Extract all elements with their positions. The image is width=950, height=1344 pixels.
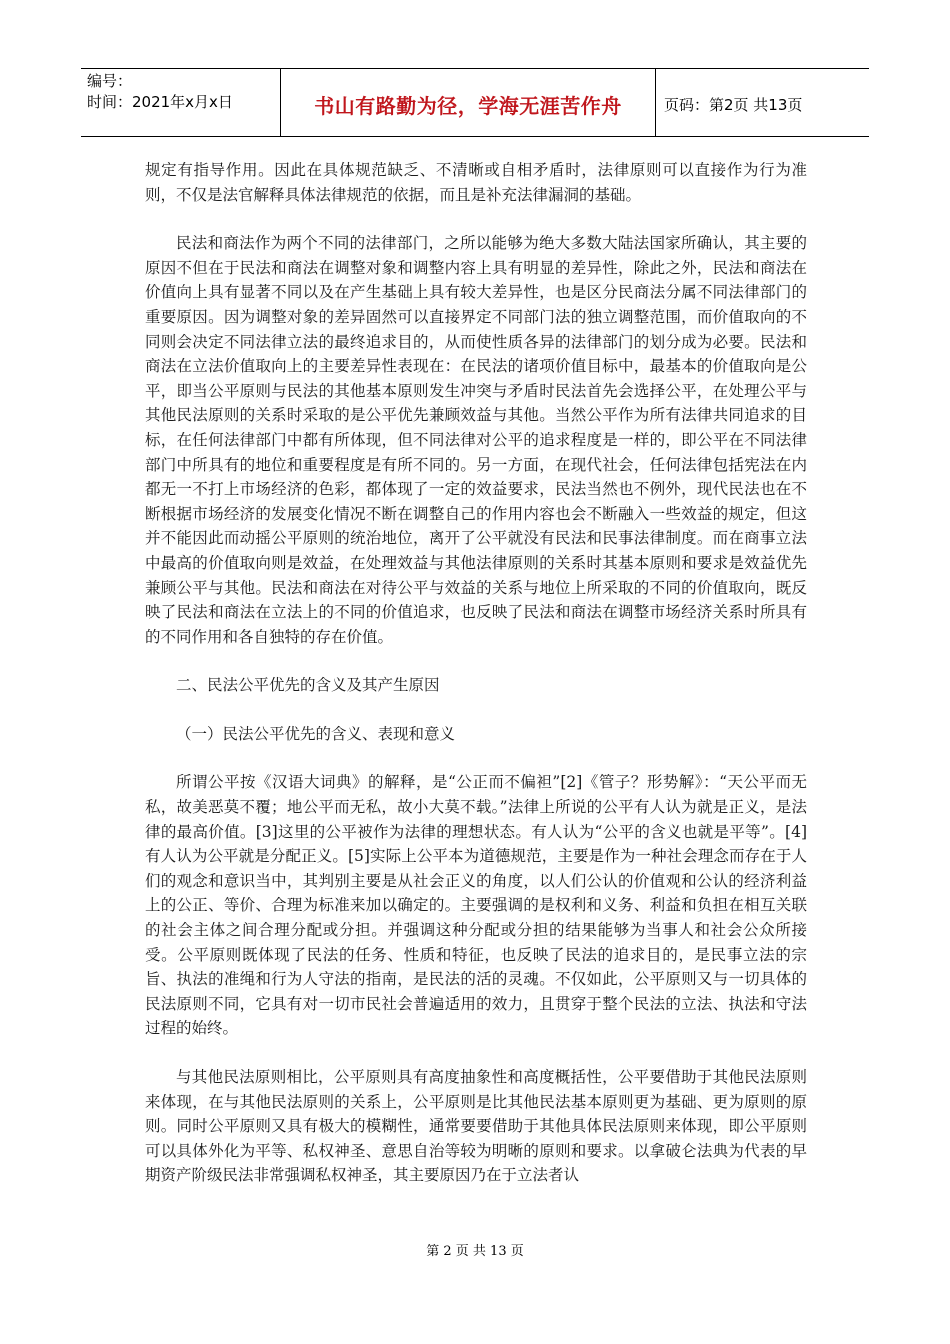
header-meta-cell [81, 69, 281, 136]
document-number-label: 编号： [87, 72, 133, 90]
header-page-info: 页码：第2页 共13页 [664, 96, 803, 114]
document-date-label: 时间：2021年x月x日 [87, 93, 233, 111]
body-paragraph: 规定有指导作用。因此在具体规范缺乏、不清晰或自相矛盾时，法律原则可以直接作为行为准则，不仅是法官解释具体法律规范的依据，而且是补充法律漏洞的基础。 [145, 161, 807, 204]
page-footer [0, 1240, 950, 1259]
header-page-cell [656, 69, 869, 136]
body-paragraph: 民法和商法作为两个不同的法律部门，之所以能够为绝大多数大陆法国家所确认，其主要的原因不但在于民法和商法在调整对象和调整内容上具有明显的差异性，除此之外，民法和商法在价值向上具有显著不同以及在产生基础上具有较大差异性，也是区分民商法分属不同法律部门的重要原因。因为调整对象的差异固然可以直接界定不同部门法的独立调整范围，而价值取向的不同则会决定不同法律立法的最终追求目的，从而使性质各异的法律部门的划分成为必要。民法和商法在立法价值取向上的主要差异性表现在：在民法的诸项价值目标中，最基本的价值取向是公平，即当公平原则与民法的其他基本原则发生冲突与矛盾时民法首先会选择公平，在处理公平与其他民法原则的关系时采取的是公平优先兼顾效益与其他。当然公平作为所有法律共同追求的目标，在任何法律部门中都有所体现，但不同法律对公平的追求程度是一样的，即公平在不同法律部门中所具有的地位和重要程度是有所不同的。另一方面，在现代社会，任何法律包括宪法在内都无一不打上市场经济的色彩，都体现了一定的效益要求，民法当然也不例外，现代民法也在不断根据市场经济的发展变化情况不断在调整自己的作用内容也会不断融入一些效益的规定，但这并不能因此而动摇公平原则的统治地位，离开了公平就没有民法和民事法律制度。而在商事立法中最高的价值取向则是效益，在处理效益与其他法律原则的关系时其基本原则和要求是效益优先兼顾公平与其他。民法和商法在对待公平与效益的关系与地位上所采取的不同的价值取向，既反映了民法和商法在立法上的不同的价值追求，也反映了民法和商法在调整市场经济关系时所具有的不同作用和各自独特的存在价值。 [145, 234, 807, 646]
document-body [145, 158, 807, 1212]
document-header [81, 68, 869, 137]
body-paragraph: 与其他民法原则相比，公平原则具有高度抽象性和高度概括性，公平要借助于其他民法原则来体现，在与其他民法原则的关系上，公平原则是比其他民法基本原则更为基础、更为原则的原则。同时公平原则又具有极大的模糊性，通常要要借助于其他具体民法原则来体现，即公平原则可以具体外化为平等、私权神圣、意思自治等较为明晰的原则和要求。以拿破仑法典为代表的早期资产阶级民法非常强调私权神圣，其主要原因乃在于立法者认 [145, 1068, 807, 1185]
subsection-heading: （一）民法公平优先的含义、表现和意义 [176, 724, 456, 743]
header-motto: 书山有路勤为径，学海无涯苦作舟 [314, 94, 622, 118]
header-motto-cell [281, 69, 656, 136]
body-paragraph: 所谓公平按《汉语大词典》的解释，是“公正而不偏袒”[2]《管子？形势解》：“天公平而无私，故美恶莫不覆；地公平而无私，故小大莫不载。”法律上所说的公平有人认为就是正义，是法律的最高价值。[3]这里的公平被作为法律的理想状态。有人认为“公平的含义也就是平等”。[4]有人认为公平就是分配正义。[5]实际上公平本为道德规范，主要是作为一种社会理念而存在于人们的观念和意识当中，其判别主要是从社会正义的角度，以人们公认的价值观和公认的经济利益上的公正、等价、合理为标准来加以确定的。主要强调的是权利和义务、利益和负担在相互关联的社会主体之间合理分配或分担。并强调这种分配或分担的结果能够为当事人和社会公众所接受。公平原则既体现了民法的任务、性质和特征，也反映了民法的追求目的，是民事立法的宗旨、执法的准绳和行为人守法的指南，是民法的活的灵魂。不仅如此，公平原则又与一切具体的民法原则不同，它具有对一切市民社会普遍适用的效力，且贯穿于整个民法的立法、执法和守法过程的始终。 [145, 773, 807, 1038]
footer-page-number: 第 2 页 共 13 页 [426, 1244, 524, 1259]
section-heading: 二、民法公平优先的含义及其产生原因 [176, 676, 440, 695]
